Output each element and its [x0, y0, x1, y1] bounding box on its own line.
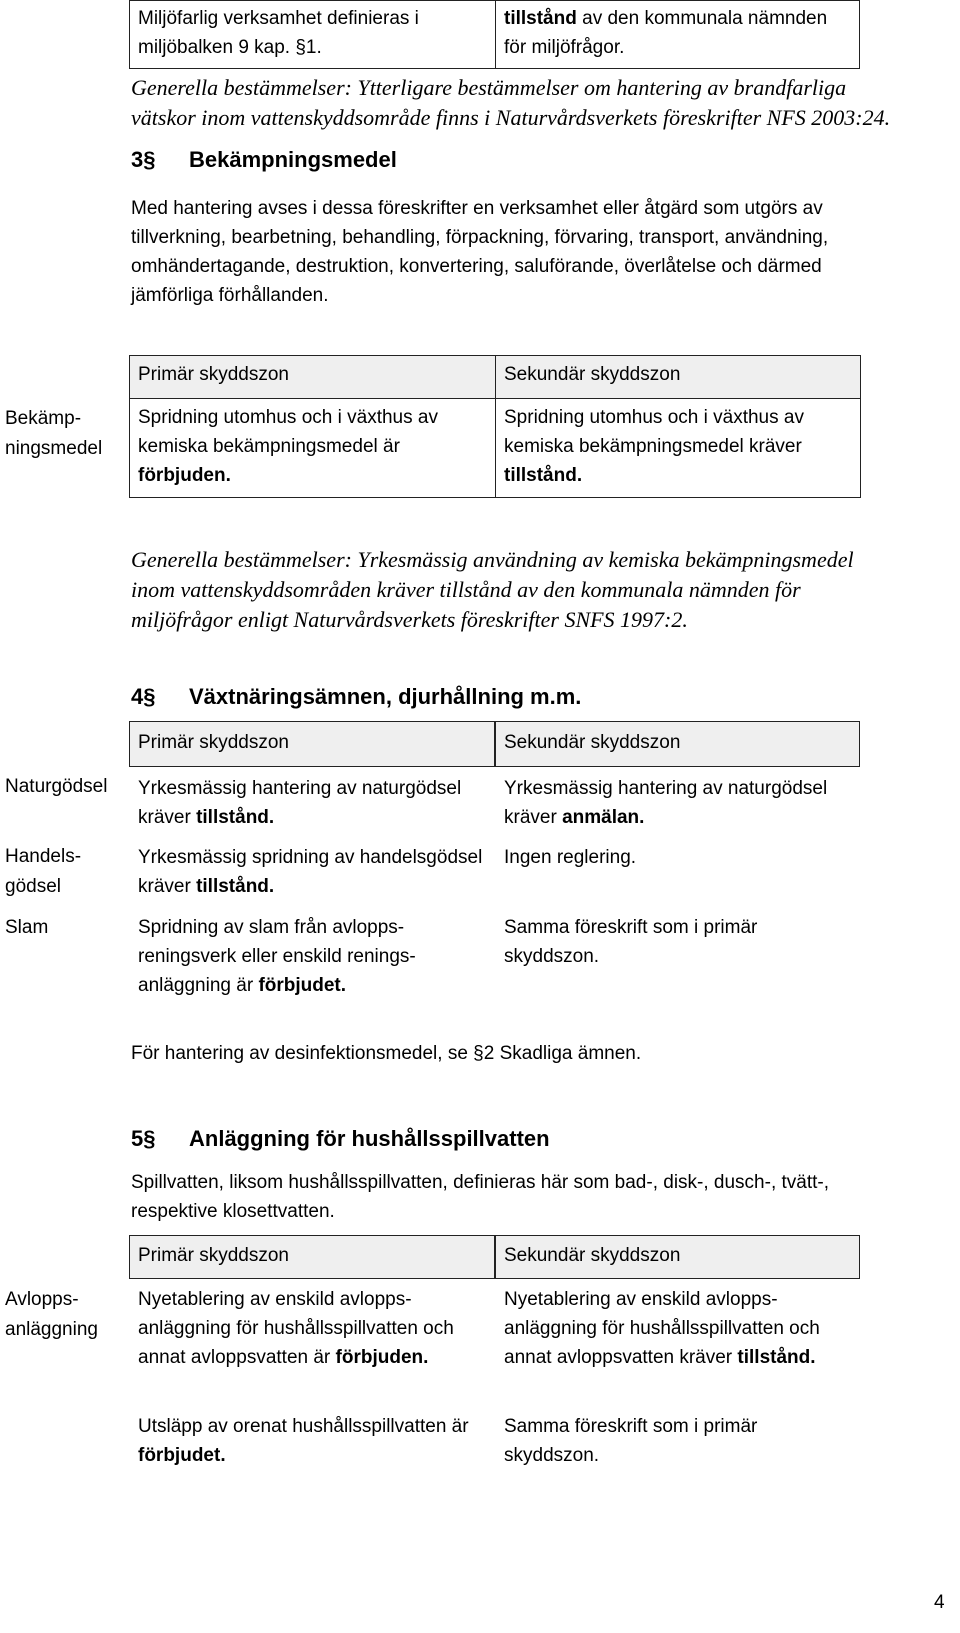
- sec3-primary-cell: Spridning utomhus och i växthus av kemiska bekämpningsmedel är förbjuden.: [130, 399, 496, 498]
- section-4-title: Växtnäringsämnen, djurhållning m.m.: [189, 684, 582, 709]
- section-5-number: 5§: [131, 1126, 156, 1151]
- section-3-heading: [131, 146, 397, 174]
- sec4-primary-header: Primär skyddszon: [138, 732, 289, 753]
- row-label-slam: Slam: [5, 917, 49, 938]
- sec4-row1-primary: Yrkesmässig hantering av naturgödsel kräver tillstånd.: [138, 778, 462, 828]
- sec5-header-bar: [129, 1235, 860, 1279]
- top-table-right-bold: tillstånd: [504, 8, 577, 29]
- top-table-right-text: av den kommunala nämnden för miljöfrågor.: [504, 8, 828, 58]
- sec4-row2-primary: Yrkesmässig spridning av handelsgödsel kräver tillstånd.: [138, 847, 483, 897]
- section-5-heading: [131, 1125, 550, 1153]
- row-label-avloppsanlaggning: Avlopps- anläggning: [5, 1289, 98, 1340]
- sec5-row1-primary: Nyetablering av enskild avlopps-anläggning för hushållsspillvatten och annat avloppsvatten är förbjuden.: [138, 1289, 454, 1368]
- sec5-row2-primary: Utsläpp av orenat hushållsspillvatten är förbjudet.: [138, 1416, 469, 1466]
- sec4-header-bar: [129, 721, 860, 767]
- page-number: 4: [934, 1592, 945, 1613]
- section-3-number: 3§: [131, 147, 156, 172]
- sec3-secondary-cell: Spridning utomhus och i växthus av kemiska bekämpningsmedel kräver tillstånd.: [496, 399, 861, 498]
- section-4-number: 4§: [131, 684, 156, 709]
- sec5-secondary-header: Sekundär skyddszon: [504, 1245, 681, 1266]
- row-label-naturgodsel: Naturgödsel: [5, 776, 108, 797]
- top-table-left-text: Miljöfarlig verksamhet definieras i miljöbalken 9 kap. §1.: [138, 8, 419, 58]
- sec5-row1-secondary: Nyetablering av enskild avlopps-anläggning för hushållsspillvatten och annat avloppsvatten kräver tillstånd.: [504, 1289, 820, 1368]
- section-3-table: [129, 355, 861, 498]
- row-label-handelsgodsel: Handels- gödsel: [5, 846, 82, 897]
- section-5-body: Spillvatten, liksom hushållsspillvatten, definieras här som bad-, disk-, dusch-, tvätt-, respektive klosettvatten.: [131, 1172, 830, 1222]
- sec5-primary-header: Primär skyddszon: [138, 1245, 289, 1266]
- sec5-row2-secondary: Samma föreskrift som i primär skyddszon.: [504, 1416, 758, 1466]
- disinfectant-note: För hantering av desinfektionsmedel, se §2 Skadliga ämnen.: [131, 1043, 642, 1064]
- section-3-body: Med hantering avses i dessa föreskrifter en verksamhet eller åtgärd som utgörs av tillverkning, bearbetning, behandling, förpackning, förvaring, transport, användning, omhändertagande, destruktion, konvertering, saluförande, överlåtelse och därmed jämförliga förhållanden.: [131, 198, 829, 306]
- general-provisions-liquids: Generella bestämmelser: Ytterligare bestämmelser om hantering av brandfarliga vätskor inom vattenskyddsområde finns i Naturvårdsverkets föreskrifter NFS 2003:24.: [131, 75, 891, 130]
- top-table-right-cell: [496, 1, 860, 69]
- sec4-row1-secondary: Yrkesmässig hantering av naturgödsel kräver anmälan.: [504, 778, 828, 828]
- top-table-left-cell: [130, 1, 496, 69]
- general-provisions-pesticides: Generella bestämmelser: Yrkesmässig användning av kemiska bekämpningsmedel inom vattenskyddsområden kräver tillstånd av den kommunala nämnden för miljöfrågor enligt Naturvårdsverkets föreskrifter SNFS 1997:2.: [131, 547, 854, 632]
- sec4-row2-secondary: Ingen reglering.: [504, 847, 637, 868]
- top-table: [129, 0, 860, 69]
- section-4-heading: [131, 683, 581, 711]
- sec4-row3-primary: Spridning av slam från avlopps-reningsverk eller enskild renings-anläggning är förbjudet.: [138, 917, 416, 996]
- section-3-title: Bekämpningsmedel: [189, 147, 397, 172]
- sec4-secondary-header: Sekundär skyddszon: [504, 732, 681, 753]
- secondary-zone-header: Sekundär skyddszon: [496, 356, 861, 399]
- row-label-bekampningsmedel: Bekämp- ningsmedel: [5, 408, 103, 459]
- primary-zone-header: Primär skyddszon: [130, 356, 496, 399]
- sec4-row3-secondary: Samma föreskrift som i primär skyddszon.: [504, 917, 758, 967]
- section-5-title: Anläggning för hushållsspillvatten: [189, 1126, 550, 1151]
